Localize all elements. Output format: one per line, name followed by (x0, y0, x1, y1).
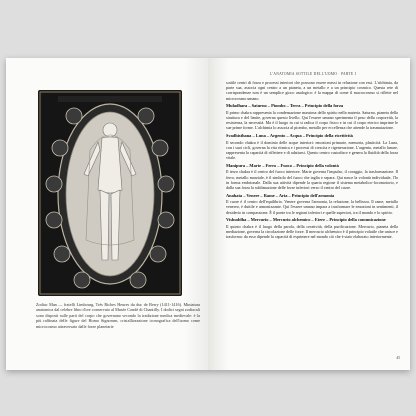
section-paragraph: Il secondo chakra è il dominio delle acque interiori: emozioni primarie, memoria, plasticità. La Luna, con i suoi cicli, governa la vita ritmica e i processi di crescita e rigenerazione. L'argento, metallo lunare, rappresenta la capacità di riflettere e di adattarsi. Questo centro custodisce e genera la fluidità della forza vitale. (226, 139, 398, 161)
section-heading: Anahata – Venere – Rame – Aria – Principio dell'armonia (226, 192, 335, 198)
section-paragraph: Il cuore è il centro dell'equilibrio. Venere governa l'armonia, la relazione, la bellezza. Il rame, metallo venereo, è duttile e armonizzante. Qui l'essere umano impara a trasformare le emozioni in sentimenti, il desiderio in compassione. È il ponte tra le regioni inferiori e quelle superiori, tra il mondo e lo spirito. (226, 199, 398, 215)
section-heading: Svadhisthana – Luna – Argento – Acqua – Principio della ricettività (226, 133, 353, 138)
intro-paragraph: sottile centri di forza e processi interiori che possono essere messi in relazione con essi. L'alchimia, da parte sua, associa ogni centro a un pianeta, a un metallo e a un principio cosmico. Questa rete di corrispondenze non è un semplice gioco analogico: è la mappa di come il macrocosmo si riflette nel microcosmo umano. (226, 80, 398, 101)
section-paragraph: Il primo chakra rappresenta la condensazione massima dello spirito nella materia. Saturno, pianeta della struttura e del limite, governa questo livello. Qui l'essere umano sperimenta il peso della corporeità, la resistenza, la necessità. Ma è il luogo in cui si radica il corpo fisico e in cui il corpo eterico imprime le sue prime forme. L'alchimia lo associa al piombo, metallo per eccellenza che attende la trasmutazione. (226, 109, 398, 131)
right-page (208, 58, 410, 370)
running-head: L'ANATOMIA SOTTILE DELL'UOMO · PARTE I (269, 72, 357, 76)
illustration-caption: Zodiac Man — fratelli Limbourg, Très Riches Heures du duc de Berry (1411-1416). Miniatura anatomica dal celebre libro d'ore conservato al Musée Condé di Chantilly. I dodici segni zodiacali sono disposti sulle parti del corpo che governano secondo la tradizione medica medievale: è la più raffinata delle figure del Homo Signorum, cristallizzazione iconografica dell'uomo come microcosmo attraversato dalle forze planetarie (36, 302, 200, 329)
zodiac-man-illustration (38, 90, 182, 296)
section-paragraph: Il terzo chakra è il centro del fuoco interiore. Marte governa l'impulso, il coraggio, la trasformazione. Il ferro, metallo marziale, è il simbolo del fuoco che taglia e separa. Qui nasce la volontà individuale, l'Io in forma embrionale. Dalla sua attività dipende la quarta regione il sistema metabolico-locomotorio, e dalla sua forza la sublimazione delle forze inferiori verso il centro del cuore. (226, 169, 398, 190)
page-number: 45 (396, 356, 400, 360)
open-book (6, 58, 410, 370)
section-heading: Vishuddha – Mercurio – Mercurio alchemico – Etere – Principio della comunicazione (226, 217, 386, 223)
body-text (226, 80, 398, 242)
section-paragraph: Il quinto chakra è il luogo della parola, della creatività, della purificazione. Mercurio, pianeta della mediazione, governa la circolazione delle forze. Il mercurio alchemico è il principio volatile che unisce e trasforma: da esso dipende la capacità di esprimere nel mondo ciò che è stato elaborato interiormente. (226, 223, 398, 240)
section-heading: Manipura – Marte – Ferro – Fuoco – Principio della volontà (226, 162, 339, 168)
left-page (6, 58, 208, 370)
section-heading: Muladhara – Saturno – Piombo – Terra – Principio della forza (226, 103, 344, 109)
